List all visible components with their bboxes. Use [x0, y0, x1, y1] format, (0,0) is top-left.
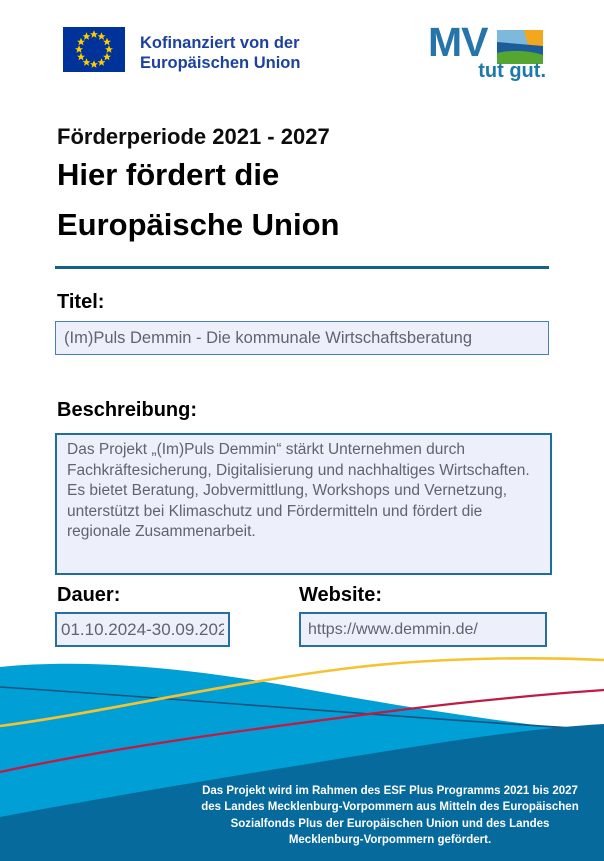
main-headline-line1: Hier fördert die [57, 157, 280, 192]
website-label: Website: [299, 584, 382, 606]
duration-label: Dauer: [57, 584, 121, 606]
eu-cofunded-label-line1: Kofinanziert von der [140, 34, 300, 52]
website-input[interactable] [299, 612, 547, 647]
mv-landscape-icon [497, 30, 543, 64]
title-label: Titel: [57, 291, 105, 313]
mv-tagline: tut gut. [478, 60, 546, 82]
eu-flag-icon [63, 27, 125, 72]
description-label: Beschreibung: [57, 399, 198, 421]
title-input[interactable] [55, 321, 549, 355]
mv-logo-text: MV [428, 19, 488, 65]
main-headline-line2: Europäische Union [57, 207, 340, 242]
eu-cofunded-label-line2: Europäischen Union [140, 54, 301, 72]
duration-input[interactable] [55, 612, 230, 647]
funding-period-heading: Förderperiode 2021 - 2027 [57, 124, 330, 149]
esf-funding-note: Das Projekt wird im Rahmen des ESF Plus Programms 2021 bis 2027 des Landes Mecklenburg-Vorpommern aus Mitteln des Europäischen Sozialfonds Plus der Europäischen Union und des Landes Mecklenburg-Vorpommern gefördert. [201, 785, 579, 846]
description-textarea[interactable] [55, 433, 552, 575]
mv-logo [428, 20, 548, 86]
eu-cofunded-label [140, 33, 300, 73]
section-divider [55, 266, 549, 269]
